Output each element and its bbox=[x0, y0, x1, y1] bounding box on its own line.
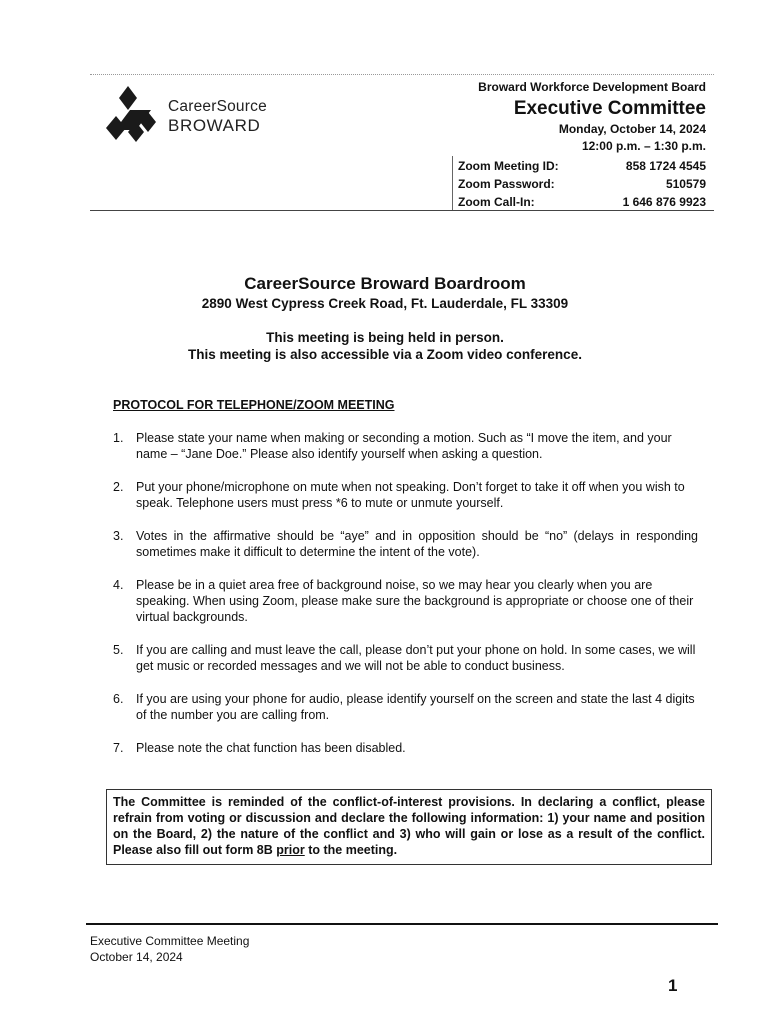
meeting-date: Monday, October 14, 2024 bbox=[558, 122, 706, 136]
zoom-label: Zoom Call-In: bbox=[458, 195, 535, 209]
conflict-of-interest-box bbox=[106, 789, 712, 865]
item-number: 5. bbox=[113, 643, 124, 657]
protocol-item bbox=[113, 577, 698, 625]
item-text: Votes in the affirmative should be “aye” and in opposition should be “no” (delays in responding sometimes make it difficult to determine the intent of the vote). bbox=[136, 529, 698, 559]
in-person-notice: This meeting is being held in person. bbox=[266, 330, 504, 345]
top-divider bbox=[90, 74, 714, 75]
item-text: Put your phone/microphone on mute when not speaking. Don’t forget to take it off when you wish to speak. Telephone users must press *6 to mute or unmute yourself. bbox=[136, 480, 685, 510]
logo-text-careersource: CareerSource bbox=[168, 98, 267, 115]
footer-meeting-name: Executive Committee Meeting bbox=[90, 934, 250, 948]
zoom-label: Zoom Password: bbox=[458, 177, 555, 191]
item-number: 2. bbox=[113, 480, 124, 494]
zoom-call-in-row bbox=[458, 195, 706, 209]
meeting-time: 12:00 p.m. – 1:30 p.m. bbox=[581, 139, 706, 153]
conflict-text-end: to the meeting. bbox=[304, 843, 398, 857]
footer-date: October 14, 2024 bbox=[90, 950, 183, 964]
item-text: Please note the chat function has been disabled. bbox=[136, 741, 406, 755]
committee-title: Executive Committee bbox=[513, 98, 706, 119]
protocol-item bbox=[113, 691, 698, 723]
logo-mark-icon bbox=[106, 86, 164, 150]
zoom-label: Zoom Meeting ID: bbox=[458, 159, 559, 173]
protocol-item bbox=[113, 430, 698, 462]
board-name: Broward Workforce Development Board bbox=[478, 80, 706, 94]
conflict-text: The Committee is reminded of the conflict-of-interest provisions. In declaring a conflict, please refrain from voting or discussion and declare the following information: 1) your name and position on the Board, 2) the nature of the conflict and 3) who will gain or lose as a result of the conflict. Please also fill out form 8B bbox=[113, 795, 705, 857]
header-divider bbox=[90, 210, 714, 211]
protocol-item bbox=[113, 479, 698, 511]
footer-divider bbox=[86, 923, 718, 925]
logo-text-broward: BROWARD bbox=[168, 116, 261, 135]
meeting-header bbox=[478, 80, 706, 155]
venue-name: CareerSource Broward Boardroom bbox=[244, 274, 526, 293]
conflict-emphasis: prior bbox=[276, 843, 305, 857]
item-number: 4. bbox=[113, 578, 124, 592]
protocol-item bbox=[113, 740, 698, 756]
page-number: 1 bbox=[668, 976, 678, 995]
zoom-password-row bbox=[458, 177, 706, 191]
careersource-logo bbox=[106, 86, 276, 150]
protocol-item bbox=[113, 528, 698, 560]
zoom-divider bbox=[452, 156, 453, 210]
protocol-heading: PROTOCOL FOR TELEPHONE/ZOOM MEETING bbox=[113, 398, 395, 412]
protocol-item bbox=[113, 642, 698, 674]
item-number: 1. bbox=[113, 431, 124, 445]
zoom-meeting-id-row bbox=[458, 159, 706, 173]
item-number: 7. bbox=[113, 741, 124, 755]
item-text: If you are using your phone for audio, please identify yourself on the screen and state the last 4 digits of the number you are calling from. bbox=[136, 692, 695, 722]
item-text: Please be in a quiet area free of background noise, so we may hear you clearly when you are speaking. When using Zoom, please make sure the background is appropriate or choose one of their virtual backgrounds. bbox=[136, 578, 694, 624]
item-number: 6. bbox=[113, 692, 124, 706]
item-text: Please state your name when making or seconding a motion. Such as “I move the item, and your name – “Jane Doe.” Please also identify yourself when asking a question. bbox=[136, 431, 672, 461]
zoom-value: 1 646 876 9923 bbox=[622, 195, 706, 209]
item-number: 3. bbox=[113, 529, 124, 543]
zoom-access-notice: This meeting is also accessible via a Zoom video conference. bbox=[188, 347, 582, 362]
item-text: If you are calling and must leave the call, please don’t put your phone on hold. In some cases, we will get music or recorded messages and we will not be able to conduct business. bbox=[136, 643, 696, 673]
footer bbox=[90, 933, 249, 965]
venue-address: 2890 West Cypress Creek Road, Ft. Lauderdale, FL 33309 bbox=[201, 296, 569, 311]
zoom-value: 858 1724 4545 bbox=[625, 159, 706, 173]
zoom-value: 510579 bbox=[665, 177, 706, 191]
